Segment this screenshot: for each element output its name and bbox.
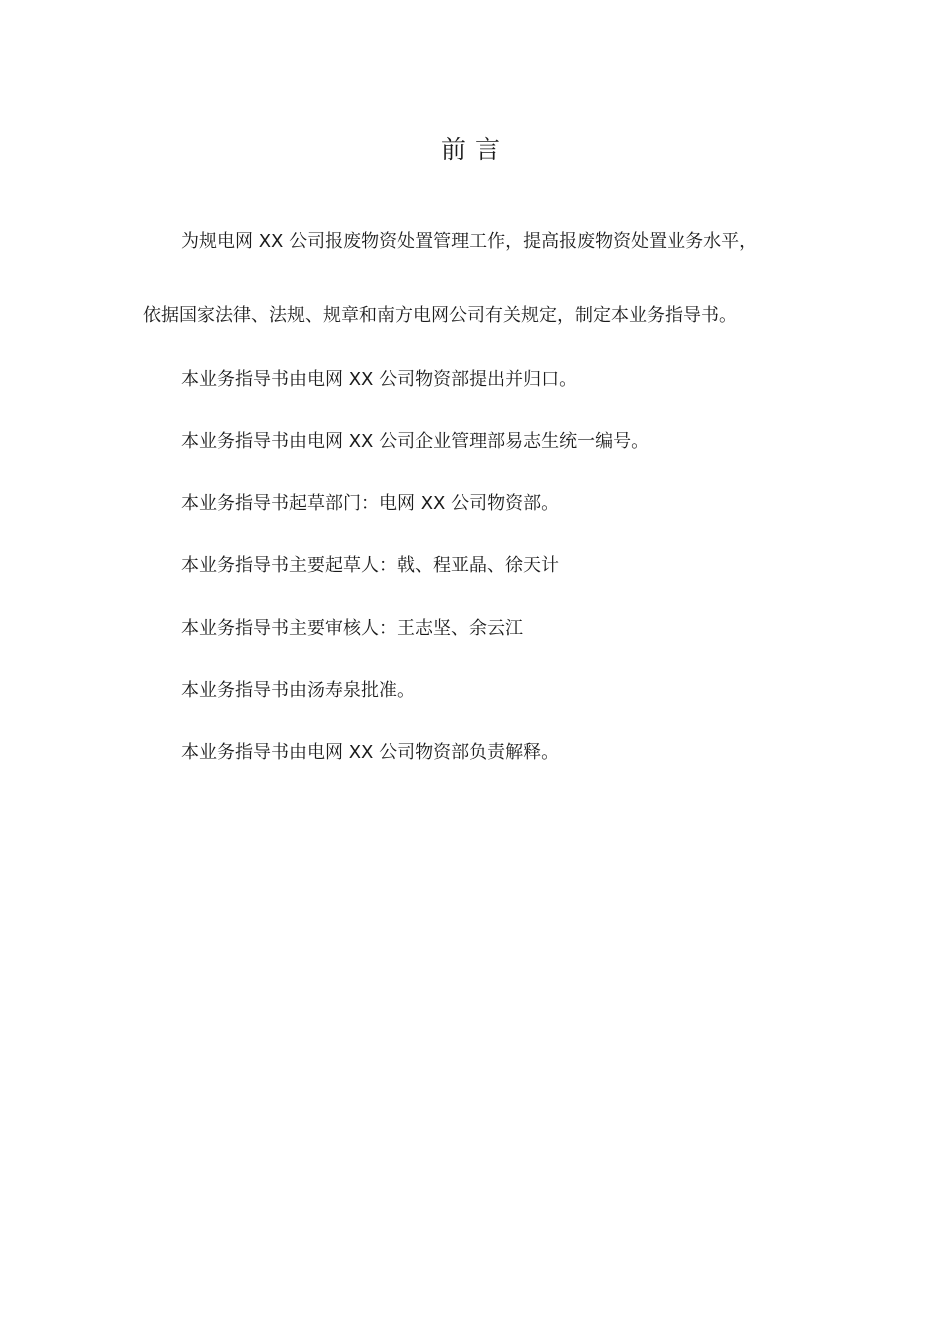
paragraph-reviewers: 本业务指导书主要审核人：王志坚、余云江	[181, 618, 523, 639]
paragraph-numbering: 本业务指导书由电网 XX 公司企业管理部易志生统一编号。	[181, 431, 650, 452]
paragraph-approver: 本业务指导书由汤寿泉批准。	[181, 680, 415, 701]
paragraph-basis: 依据国家法律、法规、规章和南方电网公司有关规定，制定本业务指导书。	[143, 305, 737, 326]
paragraph-proposer: 本业务指导书由电网 XX 公司物资部提出并归口。	[181, 369, 578, 390]
paragraph-interpretation: 本业务指导书由电网 XX 公司物资部负责解释。	[181, 742, 560, 763]
paragraph-drafters: 本业务指导书主要起草人：戟、程亚晶、徐天计	[181, 555, 559, 576]
paragraph-purpose: 为规电网 XX 公司报废物资处置管理工作，提高报废物资处置业务水平，	[181, 231, 758, 252]
page-title: 前言	[440, 135, 509, 164]
paragraph-drafting-dept: 本业务指导书起草部门：电网 XX 公司物资部。	[181, 493, 560, 514]
